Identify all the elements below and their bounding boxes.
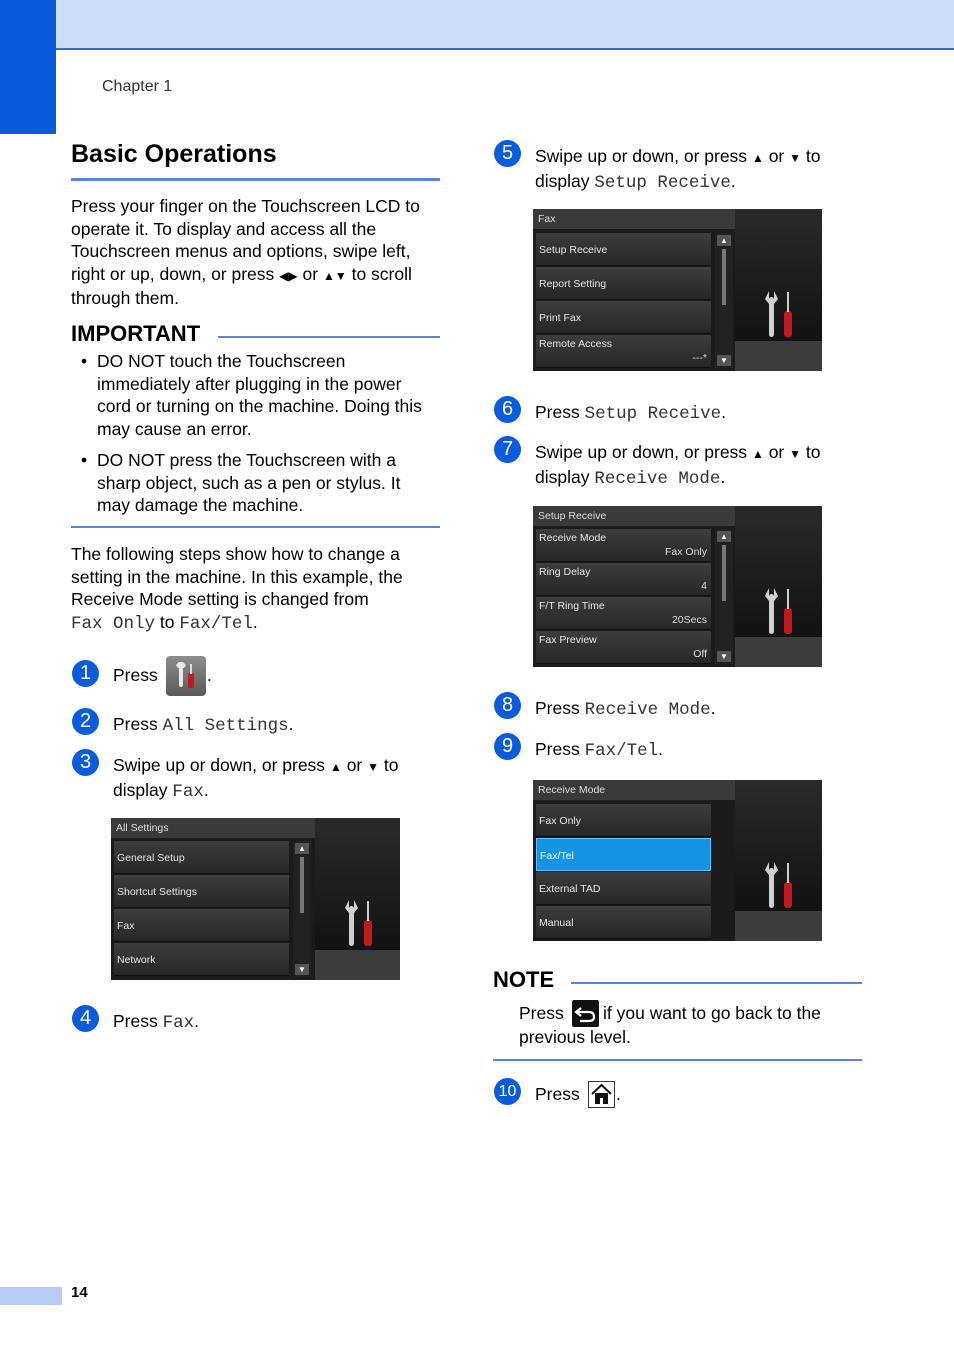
step-text: Press — [535, 402, 580, 422]
menu-row-ring-delay[interactable] — [536, 563, 711, 596]
code-text: All Settings — [162, 716, 289, 736]
step-text: Press — [535, 1084, 580, 1104]
down-arrow-icon: ▼ — [789, 447, 802, 461]
step-text: . — [658, 739, 663, 759]
step-badge: 1 — [72, 660, 99, 687]
step-text: Press — [535, 698, 580, 718]
row-label: Fax Only — [539, 815, 582, 827]
intro-line: Press your finger on the Touchscreen LCD to — [71, 196, 420, 216]
step-text: Press — [113, 665, 158, 685]
example-text: . — [252, 611, 258, 632]
example-line — [71, 611, 446, 636]
option-fax-only[interactable] — [536, 804, 711, 837]
chapter-tab — [0, 0, 56, 134]
option-external-tad[interactable] — [536, 872, 711, 905]
code-text: Fax/Tel — [179, 613, 253, 634]
step-text: . — [288, 714, 294, 734]
step-text: display — [535, 171, 590, 191]
intro-text: or — [302, 263, 319, 284]
row-label: Setup Receive — [539, 244, 608, 256]
bullet-line: DO NOT press the Touchscreen with a — [97, 450, 396, 470]
code-text: Setup Receive — [594, 173, 731, 193]
step-5-text — [535, 145, 865, 195]
step-text: to — [805, 442, 821, 462]
menu-row-report-setting[interactable] — [536, 267, 711, 300]
down-arrow-icon: ▼ — [367, 760, 380, 774]
note-text-cont — [603, 1002, 863, 1025]
intro-paragraph — [71, 195, 446, 310]
lcd-title: Fax — [533, 209, 735, 229]
scrollbar[interactable] — [293, 841, 311, 977]
step-text: to — [805, 146, 821, 166]
scroll-up-icon[interactable]: ▲ — [717, 235, 731, 246]
option-manual[interactable] — [536, 906, 711, 939]
step-line — [113, 779, 443, 804]
step-badge: 8 — [494, 692, 521, 719]
bullet-line: immediately after plugging in the power — [97, 373, 402, 394]
step-badge: 2 — [72, 708, 99, 735]
important-bullet — [81, 449, 442, 517]
code-text: Receive Mode — [594, 469, 721, 489]
back-arrow-icon[interactable] — [572, 1000, 599, 1027]
row-label: External TAD — [539, 883, 601, 895]
menu-row-fax[interactable] — [114, 909, 289, 942]
row-label: Ring Delay — [539, 566, 591, 578]
row-label: Shortcut Settings — [117, 886, 197, 898]
home-icon[interactable] — [588, 1081, 615, 1108]
up-arrow-icon: ▲ — [751, 447, 764, 461]
lcd-title: All Settings — [111, 818, 315, 838]
step-line — [535, 441, 865, 466]
step-8-text — [535, 697, 716, 722]
bullet-line: cord or turning on the machine. Doing this — [97, 396, 422, 416]
step-text: to — [383, 755, 399, 775]
step-badge: 5 — [494, 140, 521, 167]
row-label: Report Setting — [539, 278, 607, 290]
row-label: F/T Ring Time — [539, 600, 605, 612]
intro-text: to scroll — [351, 263, 412, 284]
settings-tools-icon[interactable] — [166, 656, 206, 696]
step-text: Press — [535, 739, 580, 759]
example-paragraph — [71, 543, 446, 635]
option-fax-tel[interactable] — [536, 838, 711, 871]
lcd-setup-receive — [533, 506, 822, 667]
step-badge: 7 — [494, 436, 521, 463]
page-number: 14 — [71, 1284, 88, 1301]
step-text: Press — [113, 714, 158, 734]
code-text: Fax/Tel — [584, 741, 659, 761]
lcd-title: Setup Receive — [533, 506, 735, 526]
step-9-text — [535, 738, 663, 763]
step-badge: 9 — [494, 733, 521, 760]
scroll-down-icon[interactable]: ▼ — [717, 355, 731, 366]
row-label: Fax Preview — [539, 634, 597, 646]
scroll-thumb[interactable] — [722, 249, 726, 305]
code-text: Setup Receive — [584, 404, 722, 424]
step-text: or — [768, 146, 785, 166]
settings-panel — [735, 209, 822, 371]
panel-floor — [315, 950, 400, 980]
lcd-receive-mode — [533, 780, 822, 941]
step-text: . — [720, 467, 726, 487]
menu-row-remote-access[interactable] — [536, 335, 711, 368]
step-10-end: . — [616, 1084, 621, 1104]
bullet-dot: • — [81, 450, 88, 470]
step-badge: 6 — [494, 396, 521, 423]
note-line: if you want to go back to the — [603, 1003, 821, 1023]
code-text: Receive Mode — [584, 700, 711, 720]
row-label: Remote Access — [539, 338, 612, 350]
note-rule-bottom — [493, 1059, 862, 1061]
example-text: to — [159, 611, 175, 632]
code-text: Fax Only — [71, 613, 156, 634]
row-label: General Setup — [117, 852, 185, 864]
step-10-text — [535, 1083, 580, 1106]
example-line: setting in the machine. In this example, the — [71, 566, 403, 587]
note-text — [519, 1002, 564, 1025]
panel-floor — [735, 911, 822, 941]
page-number-bar — [0, 1287, 62, 1305]
step-text: Swipe up or down, or press — [535, 442, 748, 462]
step-1-text — [113, 664, 158, 687]
up-arrow-icon: ▲ — [751, 151, 764, 165]
panel-floor — [735, 637, 822, 667]
step-text: display — [113, 780, 168, 800]
scroll-thumb[interactable] — [722, 545, 726, 601]
bullet-line: sharp object, such as a pen or stylus. It — [97, 472, 401, 493]
menu-row-network[interactable] — [114, 943, 289, 976]
step-text: . — [730, 171, 736, 191]
intro-line: Touchscreen menus and options, swipe left, — [71, 241, 411, 261]
step-text: Swipe up or down, or press — [113, 755, 326, 775]
row-value: ---* — [692, 352, 707, 364]
menu-row-setup-receive[interactable] — [536, 233, 711, 266]
tools-graphic — [166, 656, 206, 696]
header-band — [56, 0, 954, 50]
tools-icon — [763, 586, 799, 636]
tools-icon — [763, 860, 799, 910]
menu-row-ft-ring-time[interactable] — [536, 597, 711, 630]
row-value: 4 — [701, 580, 707, 592]
step-text: . — [194, 1011, 199, 1031]
home-graphic — [589, 1082, 614, 1107]
row-label: Fax/Tel — [540, 850, 574, 862]
tools-icon — [343, 898, 379, 948]
step-text: display — [535, 467, 590, 487]
step-4-text — [113, 1010, 199, 1035]
chapter-label: Chapter 1 — [102, 78, 173, 95]
row-value: Fax Only — [664, 546, 707, 558]
row-label: Print Fax — [539, 312, 582, 324]
panel-floor — [735, 341, 822, 371]
bullet-line: may cause an error. — [97, 418, 252, 439]
bullet-line: may damage the machine. — [97, 495, 304, 515]
step-text: . — [710, 698, 716, 718]
code-text: Fax — [172, 782, 204, 802]
step-text: or — [768, 442, 785, 462]
important-title: IMPORTANT — [71, 321, 201, 346]
intro-line — [71, 263, 446, 288]
note-line: Press — [519, 1003, 564, 1023]
step-badge: 3 — [72, 749, 99, 776]
step-6-text — [535, 401, 726, 426]
menu-row-fax-preview[interactable] — [536, 631, 711, 664]
up-arrow-icon: ▲ — [329, 760, 342, 774]
example-line: Receive Mode setting is changed from — [71, 589, 369, 609]
row-label: Receive Mode — [539, 532, 607, 544]
scroll-thumb[interactable] — [300, 857, 304, 913]
intro-line: through them. — [71, 288, 179, 308]
step-2-text — [113, 713, 294, 738]
step-text: . — [203, 780, 209, 800]
step-line — [535, 466, 865, 491]
note-text-line2: previous level. — [519, 1027, 631, 1047]
example-line: The following steps show how to change a — [71, 544, 400, 564]
intro-line: operate it. To display and access all the — [71, 218, 377, 239]
row-value: 20Secs — [671, 614, 707, 626]
menu-row-general-setup[interactable] — [114, 841, 289, 874]
scroll-down-icon[interactable]: ▼ — [717, 651, 731, 662]
menu-row-receive-mode[interactable] — [536, 529, 711, 562]
scroll-up-icon[interactable]: ▲ — [717, 531, 731, 542]
title-rule — [71, 178, 440, 181]
lcd-all-settings — [111, 818, 400, 980]
left-right-arrow-icon: ◀▶ — [279, 268, 298, 283]
row-label: Fax — [117, 920, 135, 932]
step-line — [113, 754, 443, 779]
code-text: Fax — [162, 1013, 195, 1033]
row-value: Off — [693, 648, 707, 660]
bullet-line: DO NOT touch the Touchscreen — [97, 351, 346, 371]
lcd-fax — [533, 209, 822, 371]
step-badge: 10 — [494, 1078, 521, 1105]
settings-panel — [735, 506, 822, 667]
important-rule — [218, 336, 440, 338]
settings-panel — [315, 818, 400, 980]
up-down-arrow-icon: ▲▼ — [322, 268, 347, 283]
step-1-end: . — [207, 665, 212, 685]
important-bullet — [81, 350, 442, 440]
scrollbar[interactable] — [715, 529, 733, 664]
scroll-up-icon[interactable]: ▲ — [295, 843, 309, 854]
step-3-text — [113, 754, 443, 804]
section-title: Basic Operations — [71, 140, 277, 168]
bullet-dot: • — [81, 351, 88, 371]
note-title: NOTE — [493, 967, 555, 992]
intro-text: right or up, down, or press — [71, 263, 275, 284]
step-badge: 4 — [72, 1005, 99, 1032]
down-arrow-icon: ▼ — [789, 151, 802, 165]
step-text: Press — [113, 1011, 158, 1031]
scrollbar[interactable] — [715, 233, 733, 368]
step-text: Swipe up or down, or press — [535, 146, 748, 166]
note-rule — [571, 982, 862, 984]
scroll-down-icon[interactable]: ▼ — [295, 964, 309, 975]
lcd-title: Receive Mode — [533, 780, 735, 800]
step-text: . — [721, 402, 727, 422]
tools-icon — [763, 289, 799, 339]
step-line — [535, 170, 865, 195]
step-7-text — [535, 441, 865, 491]
menu-row-print-fax[interactable] — [536, 301, 711, 334]
row-label: Network — [117, 954, 156, 966]
menu-row-shortcut-settings[interactable] — [114, 875, 289, 908]
settings-panel — [735, 780, 822, 941]
row-label: Manual — [539, 917, 574, 929]
step-line — [535, 145, 865, 170]
step-text: or — [346, 755, 363, 775]
back-arrow-graphic — [572, 1000, 599, 1027]
important-rule-bottom — [71, 526, 440, 528]
